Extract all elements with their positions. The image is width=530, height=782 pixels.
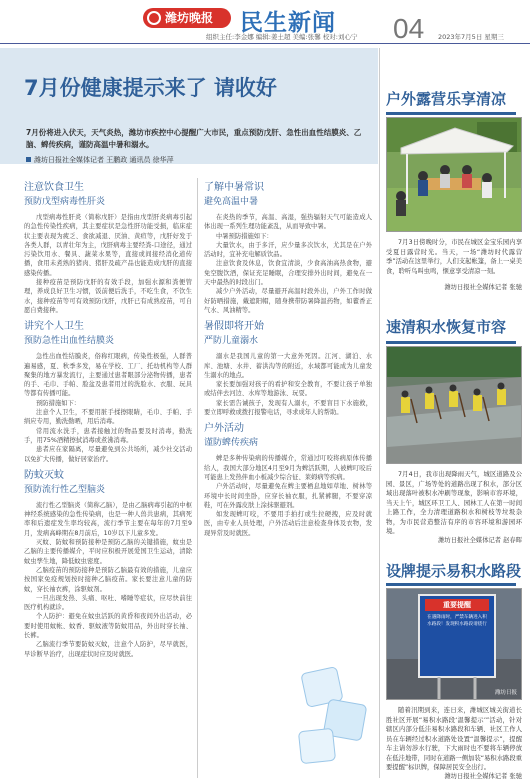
paragraph: 家长需告诫孩子，发现有人溺水，不要盲目下水施救，要立即呼救或拨打报警电话，寻求成年人的帮助。 [204, 399, 372, 417]
ice-cubes-illustration [296, 656, 372, 778]
paragraph: 蜱是多种传染病的传播媒介，常通过叮咬将病原体传播给人，我国大部分地区4月至9月为蜱活跃期，人被蜱叮咬后可能患上发热伴血小板减少综合征、莱姆病等疾病。 [204, 455, 372, 481]
street-cleaning-photo [386, 346, 522, 464]
paragraph: 乙脑疫苗的预防接种是预防乙脑最有效的措施，儿童应按国家免疫规划按时接种乙脑疫苗。家长要注意儿童的防蚊，穿长袖衣裤，涂驱蚊剂。 [24, 566, 192, 593]
caption-text: 随着汛期到来，连日来，潍城区城关街道长胜社区开展“易积水路段‘温馨提示’”活动，针对辖区内部分低洼易积水路段和车辆、社区工作人员在车辆经过积水道路处设置“温馨提示”，提醒车主请勿涉水行驶，下大雨时也不要将车辆停放在低洼地带，同时在道路一侧加装“易积水路段重要提醒”标识牌，保障居民安全出行。 [386, 707, 522, 771]
paragraph: 溺水是我国儿童的第一大意外死因。江河、湖泊、水库、池塘、水井、蓄洪沟等的附近，水域都可能成为儿童发生溺水的地点。 [204, 353, 372, 379]
title-rule [386, 583, 516, 586]
paragraph: 灭蚊、防蚊和预防接种是预防乙脑的关键措施，蚊虫是乙脑的主要传播媒介，平时应积极开展爱国卫生运动，清除蚊虫孳生地，降低蚊虫密度。 [24, 539, 192, 565]
section-tick-disease [204, 422, 372, 538]
section-title: 民生新闻 [240, 9, 336, 36]
issue-date: 2023年7月5日 星期三 [438, 33, 504, 41]
section-heading: 暑假即将开始 [204, 321, 264, 333]
paragraph: 患者应在家隔离，尽量避免到公共场所，减少社交活动以免扩大传播，做好居家治疗。 [24, 446, 192, 463]
paragraph: 注意饮食及休息，饮食宜清淡，少食高油高热食物，避免空腹饮酒，保证充足睡眠，合理安排外出时间，避免在一天中最热的时段出门。 [204, 260, 372, 287]
paragraph: 大量饮水，由于多汗，应少量多次饮水，尤其是在户外活动时，宜补充电解质饮品。 [204, 241, 372, 259]
section-subheading: 预防流行性乙型脑炎 [24, 484, 106, 495]
main-headline: 7月份健康提示来了 请收好 [24, 76, 277, 100]
caption-text: 7月3日傍晚时分，市民在城区金宝乐园内享受夏日露营时光。当天，一场“潍坊时代露营季”活动在这里举行，人们支起帐篷，备上一桌美食，聆听鸟叫虫鸣，惬意享受清凉一刻。 [386, 239, 522, 275]
section-food-hygiene [24, 181, 192, 315]
camping-photo [386, 117, 522, 232]
sign-title: 重要提醒 [443, 601, 471, 609]
paragraph: 注意个人卫生，不要用脏手揉擦眼睛，毛巾、手帕、手绢应专用，勤洗勤晒，用后消毒。 [24, 409, 192, 426]
section-personal-hygiene [24, 320, 192, 464]
flooding-caption [386, 470, 522, 537]
paragraph: 接种疫苗是预防戊肝的有效手段，加强水源和粪便管理，养成良好卫生习惯，饭前便后洗手，不吃生食，不饮生水，接种疫苗等可有效预防戊肝，戊肝已有成熟疫苗，可自愿自费接种。 [24, 279, 192, 314]
title-rule [386, 341, 516, 344]
article-column-left [24, 176, 192, 780]
column-divider [197, 178, 198, 778]
paragraph: 急性出血性结膜炎，俗称红眼病，传染性极强，人群普遍易感，夏、秋季多发，易在学校、工厂、托幼机构等人群聚集的地方暴发流行，主要通过患者眼部分泌物传播，患者的手、毛巾、手帕、脸盆及患者用过的洗脸水、衣服、玩具等都有传播可能。 [24, 353, 192, 398]
section-heading: 户外活动 [204, 423, 244, 435]
lead-paragraph: 7月份将进入伏天，天气炎热，潍坊市疾控中心提醒广大市民，重点预防戊肝、急性出血性结膜炎、乙脑、蜱传疾病，谨防高温中暑和溺水。 [26, 128, 362, 149]
paragraph: 在炎热的季节，高温、高湿，强热辐射天气可能造成人体出现一系列生理功能紊乱，从而导致中暑。 [204, 214, 372, 231]
editorial-credits: 组织主任:李金娜 编辑:姜土超 美编:张馨 校对:刘心宁 [206, 33, 358, 41]
section-subheading: 预防戊型病毒性肝炎 [24, 197, 106, 207]
paragraph: 一旦出现发热、头痛、呕吐、嗜睡等症状，应尽快前往医疗机构就诊。 [24, 594, 192, 612]
logo-text: 潍坊晚报 [165, 11, 214, 25]
paragraph: 流行性乙型脑炎（简称乙脑），是由乙脑病毒引起的中枢神经系统感染的急性传染病，也是一种人兽共患病，其病死率和后遗症发生率均较高，流行季节主要在每年的7月至9月，发病高峰期在8月前后，10岁以下儿童多发。 [24, 501, 192, 537]
byline-text: 潍坊日报社全媒体记者 王鹏政 通讯员 徐华萍 [34, 156, 174, 164]
photo-credit: 潍坊日报社全媒体记者 赵春晖 [438, 537, 522, 544]
section-heading: 讲究个人卫生 [24, 321, 84, 333]
newspaper-logo [143, 8, 231, 28]
section-subheading: 避免高温中暑 [204, 197, 259, 207]
sign-text: 在遇降雨时，严禁车辆进入积水路段！发现积水路段请绕行 [427, 615, 487, 627]
paragraph: 预防措施如下： [36, 399, 81, 407]
section-subheading: 预防急性出血性结膜炎 [24, 336, 115, 347]
paragraph: 如发现蜱叮咬，不要用手拍打或生拉硬拽，应及时就医，由专业人员处理，户外活动后注意检查身体及衣物，发现异常及时就医。 [204, 511, 372, 537]
section-heading: 防蚊灭蚊 [24, 469, 64, 481]
photo-watermark: 潍坊日报 [494, 690, 517, 696]
photo-credit: 潍坊日报社全媒体记者 张驰 [444, 773, 522, 780]
paragraph: 常用流水洗手，患者接触过的物品要及时消毒，勤洗手，用75%酒精擦拭消毒或煮沸消毒。 [24, 427, 192, 444]
logo-emblem-icon [147, 11, 161, 25]
paragraph: 户外活动时，尽量避免在蜱主要栖息地如草地、树林等环境中长时间坐卧，应穿长袖衣服，扎紧裤腿，不要穿凉鞋，可在外露皮肤上涂抹驱避剂。 [204, 483, 372, 509]
section-heading: 注意饮食卫生 [24, 182, 84, 193]
story-title-warning-signs: 设牌提示易积水路段 [386, 562, 522, 580]
section-heatstroke [204, 181, 372, 315]
masthead [0, 0, 530, 44]
paragraph: 个人防护：避免在蚊虫活跃的黄昏和夜间外出活动，必要时使用蚊帐、蚊香、驱蚊液等防蚊用品，外出时穿长袖、长裤。 [24, 613, 192, 639]
photo-credit: 潍坊日报社全媒体记者 张驰 [444, 284, 522, 291]
section-mosquito-control [24, 469, 192, 659]
story-title-camping: 户外露营乐享清凉 [386, 90, 507, 108]
paragraph: 乙脑流行季节要防蚊灭蚊，注意个人防护，尽早就医，早诊断早治疗，出现症状时应及时就医。 [24, 641, 192, 658]
section-subheading: 严防儿童溺水 [204, 336, 259, 347]
section-heading: 了解中暑常识 [204, 182, 264, 193]
paragraph: 家长要加强对孩子的看护和安全教育，不要让孩子单独或结伴去河边、水库等地游泳、玩耍。 [204, 381, 372, 398]
paragraph: 中暑预防措施如下： [216, 232, 273, 240]
paragraph: 戊型病毒性肝炎（简称戊肝）是指由戊型肝炎病毒引起的急性传染性疾病，其主要症状是急性肝功能受损，临床症状主要表现为疲乏、食欲减退、厌油、黄疸等，戊肝好发于各类人群，以青壮年为主，戊肝病毒主要经粪-口途径，通过污染饮用水、餐具、蔬菜水果等，直接或间接经消化道传播，食用未煮熟的猪肉、猪肝及疏产品也能造成戊肝的直接感染传播。 [24, 214, 192, 277]
byline-square-icon [26, 157, 31, 162]
warning-sign-photo [386, 588, 522, 700]
caption-text: 7月4日，我市出现降雨天气，城区道路及公园、景区，广场等处的道路出现了积水，部分区域出现落叶被积水冲刷等现象，影响市容环境，当天上午，城区环卫工人、园林工人在第一时间上路工作，全力清理道路积水和树枝等垃圾杂物，为市民营造整洁有序的市容环境和游园环境。 [386, 471, 522, 535]
title-rule [386, 112, 516, 115]
section-subheading: 谨防蜱传疾病 [204, 438, 259, 449]
column-divider [379, 48, 380, 778]
story-title-flooding: 速清积水恢复市容 [386, 318, 507, 336]
byline [26, 155, 174, 165]
section-drowning [204, 320, 372, 417]
camping-caption [386, 238, 522, 276]
page-number: 04 [393, 13, 425, 44]
warning-sign-caption [386, 706, 522, 773]
paragraph: 减少户外活动，尽量避开高温时段外出，户外工作时做好防晒措施，戴遮阳帽，随身携带防暑降温药物，如藿香正气水、风油精等。 [204, 288, 372, 314]
